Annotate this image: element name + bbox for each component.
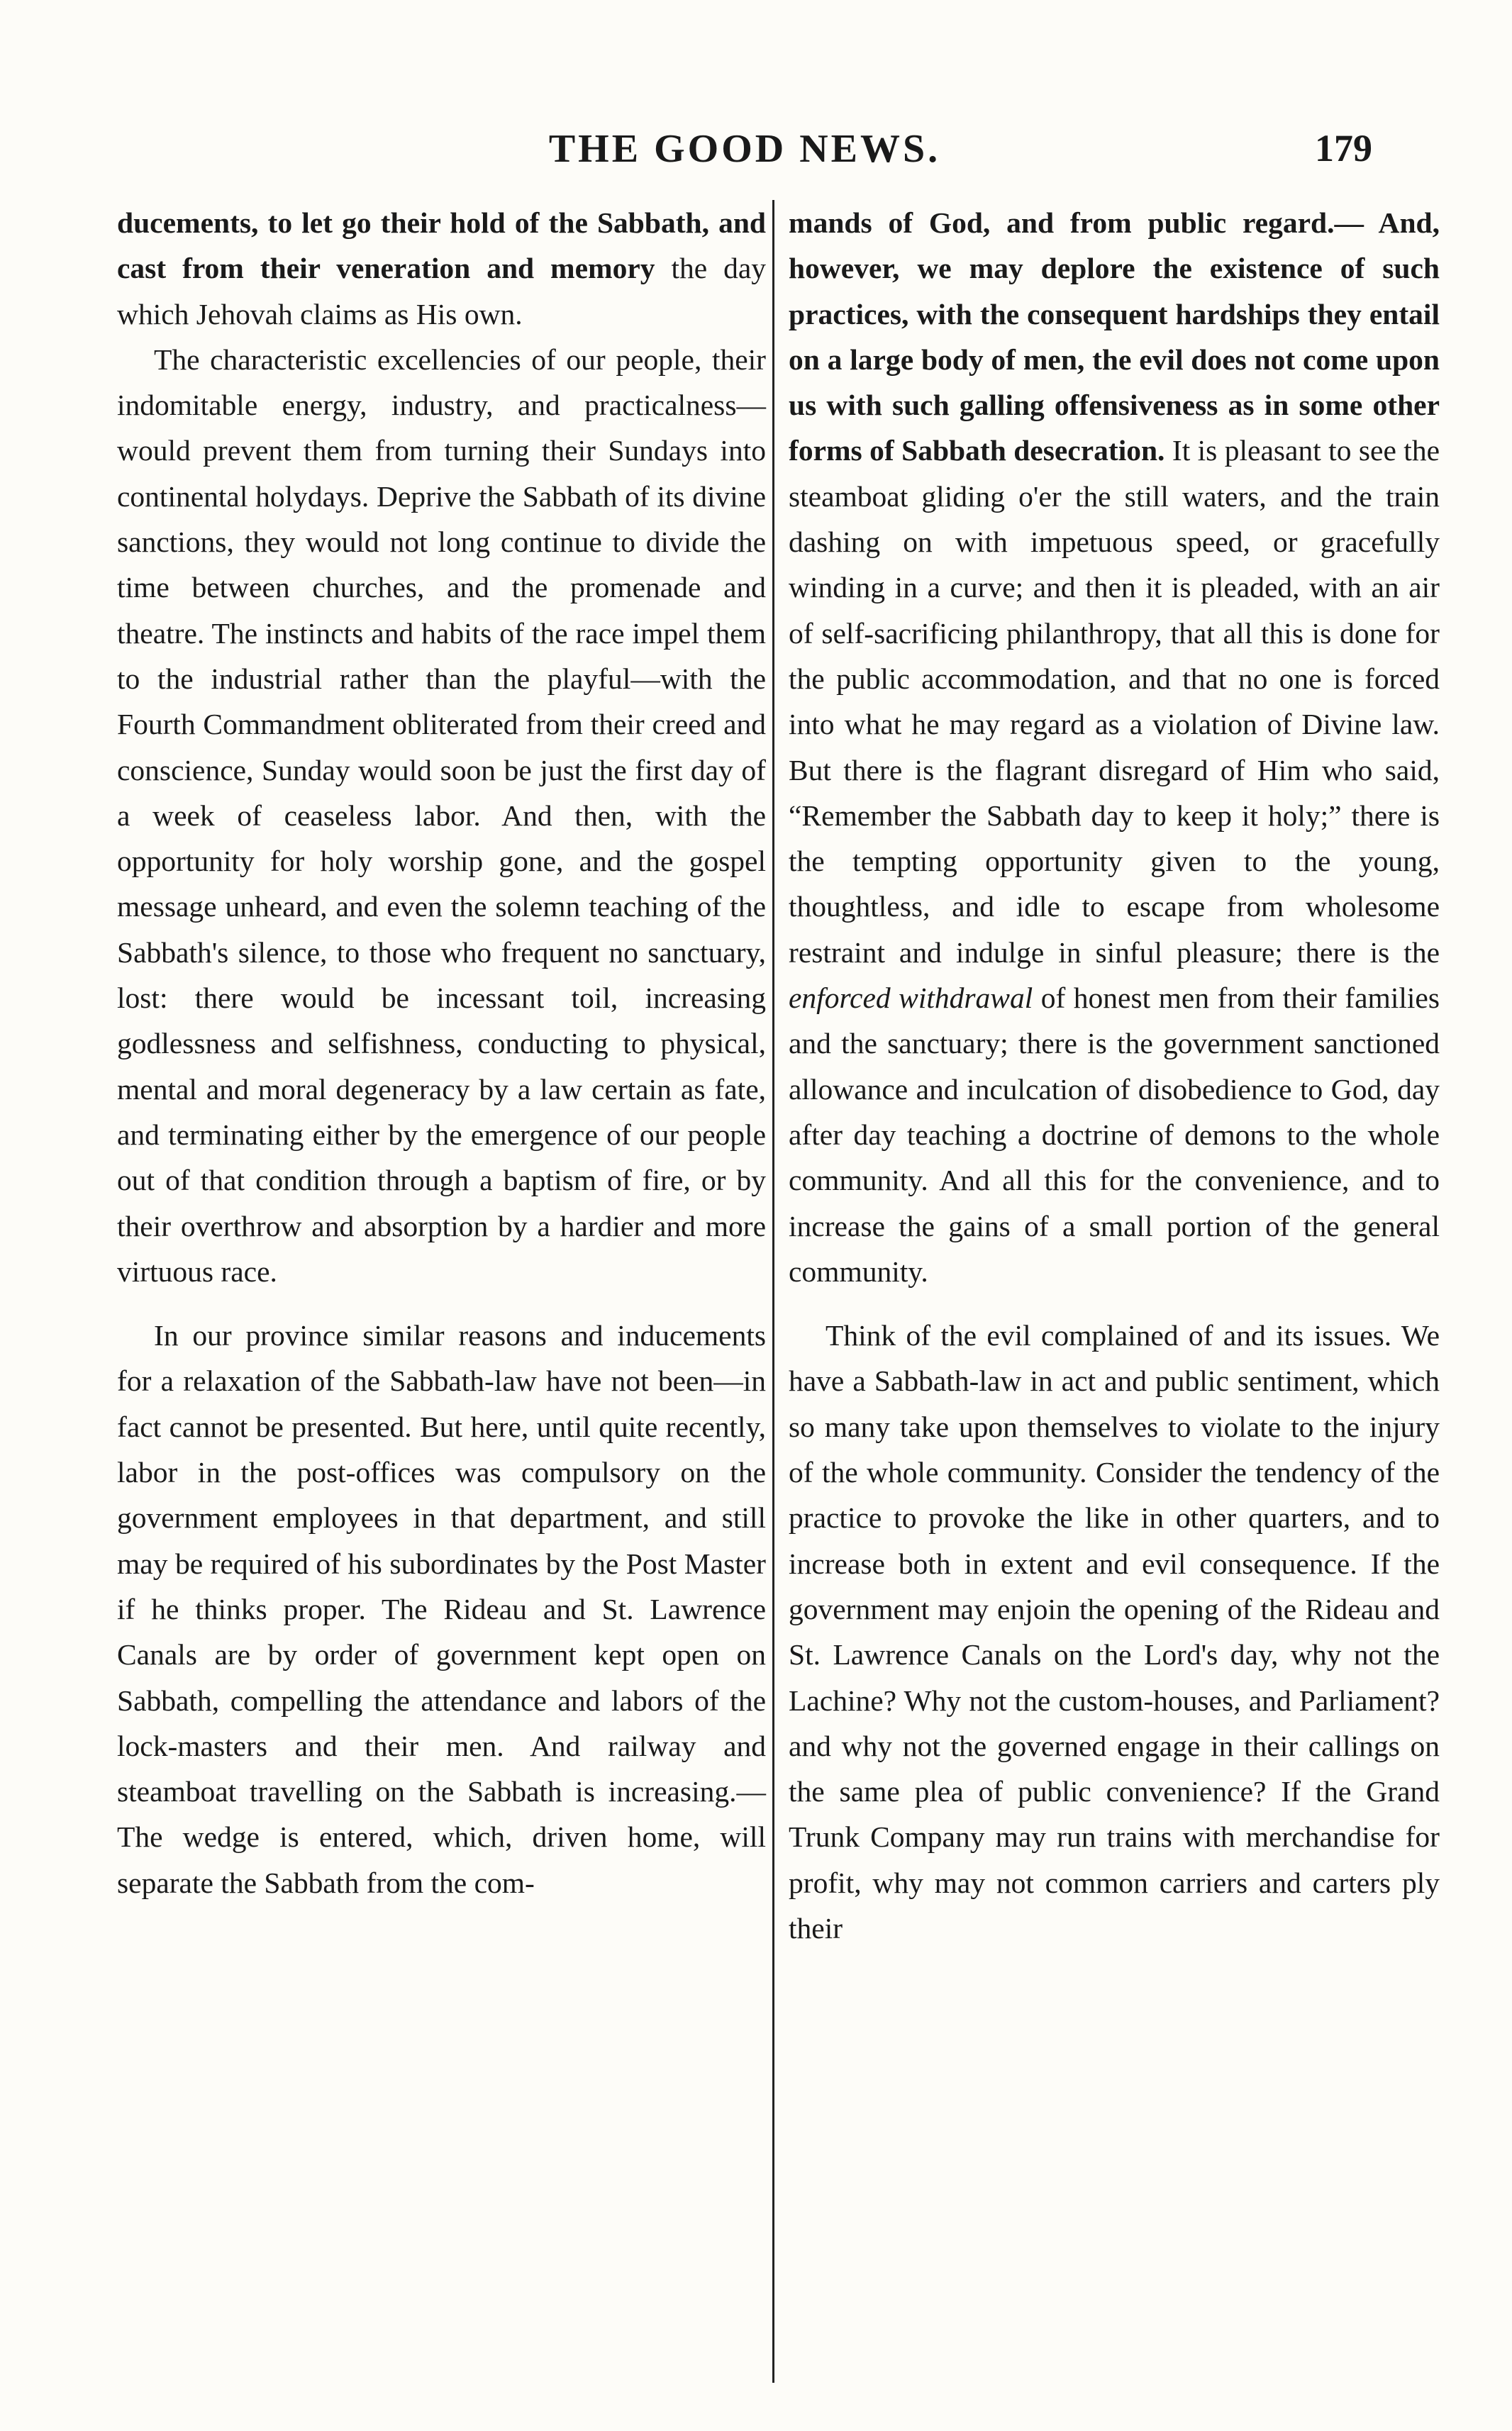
publication-title: THE GOOD NEWS. (548, 127, 941, 171)
paragraph-province: In our province similar reasons and inducements for a relaxation of the Sabbath-law have not been—in fact cannot be presented. But here, until quite recently, labor in the post-offices was compulsory on the government employees in that department, and still may be required of his subordinates by the Post Master if he thinks proper. The Rideau and St. Lawrence Canals are by order of government kept open on Sabbath, compelling the attendance and labors of the lock-masters and their men. And railway and steamboat travelling on the Sabbath is increasing.— The wedge is entered, which, driven home, will separate the Sabbath from the com- (117, 1319, 766, 1899)
paragraph-evil-issues: Think of the evil complained of and its issues. We have a Sabbath-law in act and public sentiment, which so many take upon themselves to violate to the injury of the whole community. Consider the tendency of the practice to provoke the like in other quarters, and to increase both in extent and evil consequence. If the government may enjoin the opening of the Rideau and St. Lawrence Canals on the Lord's day, why not the Lachine? Why not the custom-houses, and Parliament? and why not the governed engage in their callings on the same plea of public convenience? If the Grand Trunk Company may run trains with merchandise for profit, why may not common carriers and carters ply their (789, 1319, 1440, 1945)
paragraph-continued-right (789, 200, 1440, 1294)
bold-run: ducements, to let go their hold of the Sabbath, and cast from their veneration and memory (117, 206, 766, 285)
column-divider (772, 200, 774, 2383)
running-header (117, 126, 1372, 176)
right-column (789, 200, 1440, 1951)
italic-emphasis: enforced withdrawal (789, 981, 1033, 1015)
bold-run: mands of God, and from public regard.— And, however, we may deplore the existence of such practices, with the consequent hardships they entail on a large body of men, the evil does not come upon us with such galling offensiveness as in some other forms of Sabbath desecration. (789, 206, 1440, 467)
text-run: of honest men from their families and the sanctuary; there is the government sanctioned allowance and inculcation of disobedience to God, day after day teaching a doctrine of demons to the whole community. And all this for the convenience, and to increase the gains of a small portion of the general community. (789, 981, 1440, 1288)
left-column (117, 200, 766, 1906)
page-number: 179 (1315, 127, 1372, 169)
paragraph-continued (117, 200, 766, 337)
text-run: the day which Jehovah claims as His own. (117, 252, 766, 330)
text-run: It is pleasant to see the steamboat gliding o'er the still waters, and the train dashing on with impetuous speed, or gracefully winding in a curve; and then it is pleaded, with an air of self-sacrificing philanthropy, that all this is done for the public accommodation, and that no one is forced into what he may regard as a violation of Divine law. But there is the flagrant disregard of Him who said, “Remember the Sabbath day to keep it holy;” there is the tempting opportunity given to the young, thoughtless, and idle to escape from wholesome restraint and indulge in sinful pleasure; there is the (789, 434, 1440, 969)
paragraph-national-character: The characteristic excellencies of our people, their indomitable energy, industry, and practicalness—would prevent them from turning their Sundays into continental holydays. Deprive the Sabbath of its divine sanctions, they would not long continue to divide the time between churches, and the promenade and theatre. The instincts and habits of the race impel them to the industrial rather than the playful—with the Fourth Commandment obliterated from their creed and conscience, Sunday would soon be just the first day of a week of ceaseless labor. And then, with the opportunity for holy worship gone, and the gospel message unheard, and even the solemn teaching of the Sabbath's silence, to those who frequent no sanctuary, lost: there would be incessant toil, increasing godlessness and selfishness, conducting to physical, mental and moral degeneracy by a law certain as fate, and terminating either by the emergence of our people out of that condition through a baptism of fire, or by their overthrow and absorption by a hardier and more virtuous race. (117, 343, 766, 1288)
